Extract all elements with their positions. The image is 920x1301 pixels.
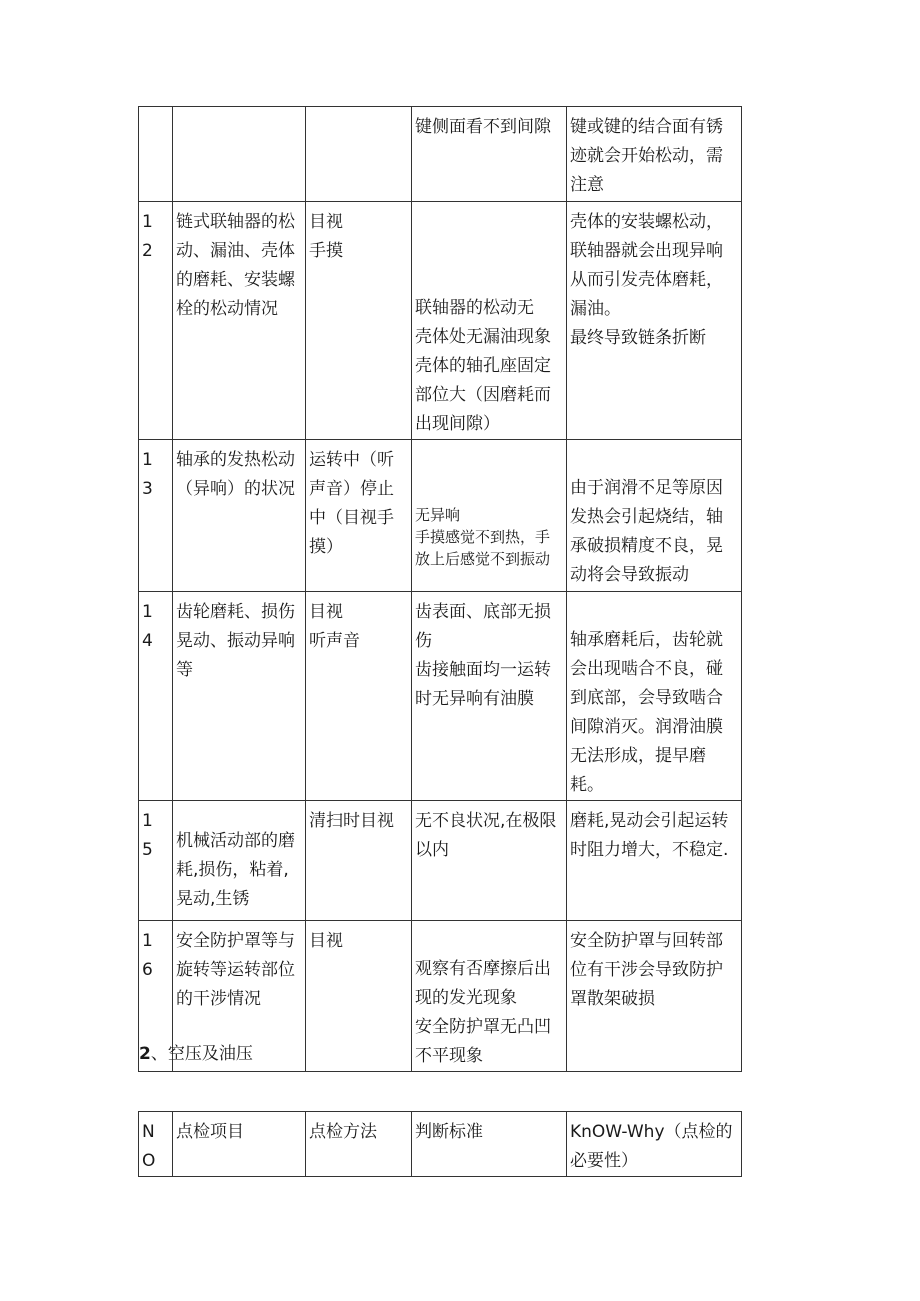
section-title: 、空压及油压	[150, 1044, 253, 1064]
row-item: 轴承的发热松动（异响）的状况	[173, 440, 306, 592]
row-why: 壳体的安装螺松动，联轴器就会出现异响从而引发壳体磨耗，漏油。 最终导致链条折断	[567, 202, 742, 440]
row-standard: 齿表面、底部无损伤 齿接触面均一运转时无异响有油膜	[412, 592, 567, 801]
row-method: 清扫时目视	[306, 801, 412, 921]
table-row	[139, 801, 742, 921]
row-why: 磨耗,晃动会引起运转时阻力增大，不稳定.	[567, 801, 742, 921]
table-row	[139, 440, 742, 592]
row-standard: 无不良状况,在极限以内	[412, 801, 567, 921]
row-item: 安全防护罩等与旋转等运转部位的干涉情况	[173, 921, 306, 1072]
row-no: 1 4	[139, 592, 173, 801]
row-item	[173, 107, 306, 202]
section-number: 2	[139, 1044, 151, 1064]
row-why: 轴承磨耗后，齿轮就会出现啮合不良，碰到底部，会导致啮合间隙消灭。润滑油膜无法形成，提早磨耗。	[567, 592, 742, 801]
row-no: 1 6	[139, 921, 173, 1072]
table-header-row	[139, 1112, 742, 1177]
row-standard: 无异响 手摸感觉不到热，手放上后感觉不到振动	[412, 440, 567, 592]
row-why: 由于润滑不足等原因发热会引起烧结，轴承破损精度不良，晃动将会导致振动	[567, 440, 742, 592]
row-method	[306, 107, 412, 202]
row-why: 安全防护罩与回转部位有干涉会导致防护罩散架破损	[567, 921, 742, 1072]
row-no: 1 2	[139, 202, 173, 440]
section-heading	[139, 1040, 253, 1069]
row-no	[139, 107, 173, 202]
header-method: 点检方法	[306, 1112, 412, 1177]
row-item: 齿轮磨耗、损伤晃动、振动异响等	[173, 592, 306, 801]
row-why: 键或键的结合面有锈迹就会开始松动，需注意	[567, 107, 742, 202]
row-no: 1 5	[139, 801, 173, 921]
row-method: 目视 手摸	[306, 202, 412, 440]
row-standard: 观察有否摩擦后出现的发光现象 安全防护罩无凸凹不平现象	[412, 921, 567, 1072]
row-item: 链式联轴器的松动、漏油、壳体的磨耗、安装螺栓的松动情况	[173, 202, 306, 440]
inspection-table-1	[138, 106, 742, 1072]
inspection-table-2	[138, 1111, 742, 1177]
header-item: 点检项目	[173, 1112, 306, 1177]
table-row	[139, 202, 742, 440]
header-why: KnOW-Why（点检的必要性）	[567, 1112, 742, 1177]
table-row	[139, 107, 742, 202]
row-item: 机械活动部的磨耗,损伤，粘着,晃动,生锈	[173, 801, 306, 921]
header-standard: 判断标准	[412, 1112, 567, 1177]
row-no: 1 3	[139, 440, 173, 592]
row-standard: 键侧面看不到间隙	[412, 107, 567, 202]
header-no: N O	[139, 1112, 173, 1177]
row-method: 运转中（听声音）停止中（目视手摸）	[306, 440, 412, 592]
table-row	[139, 592, 742, 801]
row-method: 目视	[306, 921, 412, 1072]
row-method: 目视 听声音	[306, 592, 412, 801]
row-standard: 联轴器的松动无 壳体处无漏油现象 壳体的轴孔座固定部位大（因磨耗而出现间隙）	[412, 202, 567, 440]
